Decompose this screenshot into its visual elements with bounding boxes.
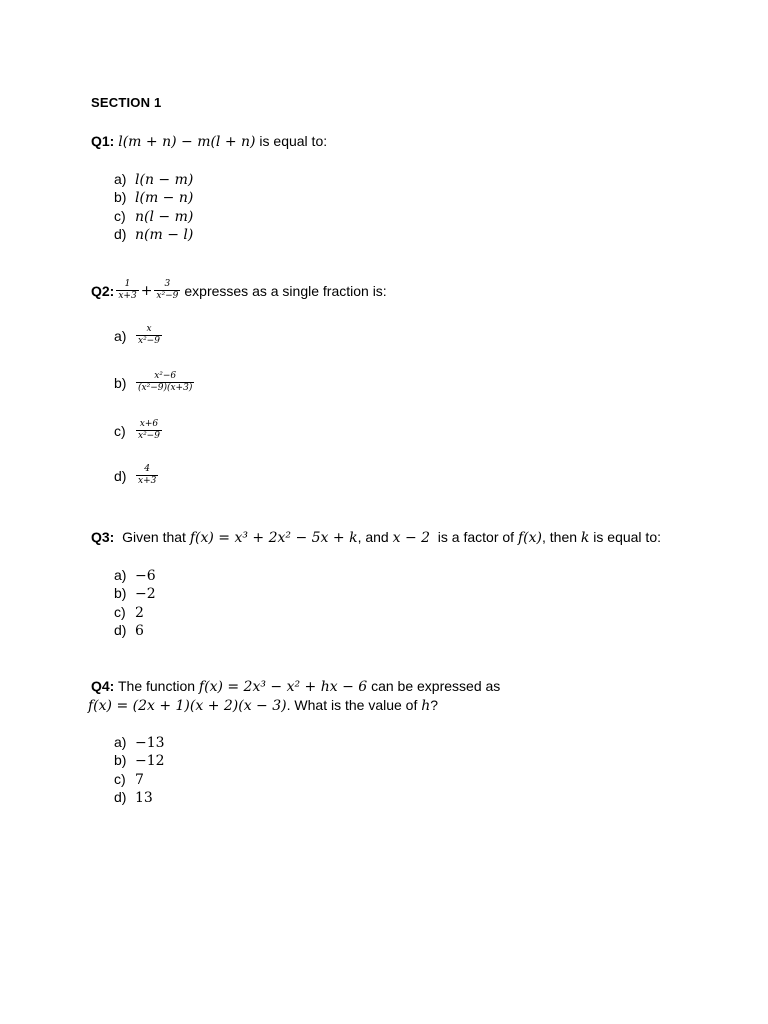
question-4-line-2: f(x) = (2x + 1)(x + 2)(x − 3). What is the value of h? — [88, 697, 439, 714]
question-3-label: Q3: — [91, 529, 115, 545]
option-b[interactable]: b) l(m − n) — [114, 189, 194, 207]
option-b[interactable]: b) −12 — [114, 752, 165, 770]
question-4-line-1: Q4: The function f(x) = 2x³ − x² + hx − 6 can be expressed as — [91, 678, 501, 695]
question-4-label: Q4: — [91, 678, 115, 694]
option-c[interactable]: c) $\frac{x+6}{\text{x²−9}}$ — [114, 419, 160, 441]
option-d-fraction: $\frac{4}{x+3}$ — [138, 464, 157, 486]
option-b-fraction: $\frac{\text{x²−6}}{\text{(x²−9)(x+3)}}$ — [138, 371, 193, 393]
option-c[interactable]: c) 2 — [114, 603, 144, 621]
option-a[interactable]: a) $\frac{x}{\text{x²−9}}$ — [114, 324, 160, 346]
question-1-label: Q1: — [91, 133, 115, 149]
option-d[interactable]: d) n(m − l) — [114, 226, 194, 244]
option-d[interactable]: d) 6 — [114, 622, 144, 640]
question-3-options — [114, 566, 156, 640]
option-a[interactable]: a) −13 — [114, 734, 165, 751]
question-1-expression: l(m + n) − m(l + n) — [118, 134, 256, 150]
option-b[interactable]: b) $\frac{\text{x²−6}}{\text{(x²−9)(x+3)}}$ — [114, 371, 193, 393]
question-1-text: is equal to: — [255, 133, 328, 149]
question-3: Q3: Given that f(x) = x³ + 2x² − 5x + k, and x − 2 is a factor of f(x), then k is equal to: — [91, 529, 661, 546]
question-2: Q2: $\frac{1}{x+3}$ + $\frac{3}{\text{x²−9}}$ expresses as a single fraction is: — [91, 279, 387, 301]
question-2-fraction-1: $\frac{1}{x+3}$ — [118, 279, 137, 301]
option-c[interactable]: c) 7 — [114, 770, 144, 788]
option-c-fraction: $\frac{x+6}{\text{x²−9}}$ — [138, 419, 160, 441]
question-2-fraction-2: $\frac{3}{\text{x²−9}}$ — [156, 279, 179, 301]
question-2-text: expresses as a single fraction is: — [184, 282, 387, 299]
question-1-options — [114, 170, 193, 244]
question-1 — [91, 132, 327, 151]
option-c[interactable]: c) n(l − m) — [114, 207, 194, 225]
option-a[interactable]: a) l(n − m) — [114, 171, 194, 188]
option-d[interactable]: d) $\frac{4}{x+3}$ — [114, 464, 157, 486]
question-2-label: Q2: — [91, 282, 115, 299]
option-a-fraction: $\frac{x}{\text{x²−9}}$ — [138, 324, 160, 346]
option-a[interactable]: a) −6 — [114, 567, 156, 584]
question-4-options — [114, 733, 165, 807]
option-d[interactable]: d) 13 — [114, 789, 153, 807]
option-b[interactable]: b) −2 — [114, 585, 156, 603]
section-title: SECTION 1 — [91, 95, 162, 110]
